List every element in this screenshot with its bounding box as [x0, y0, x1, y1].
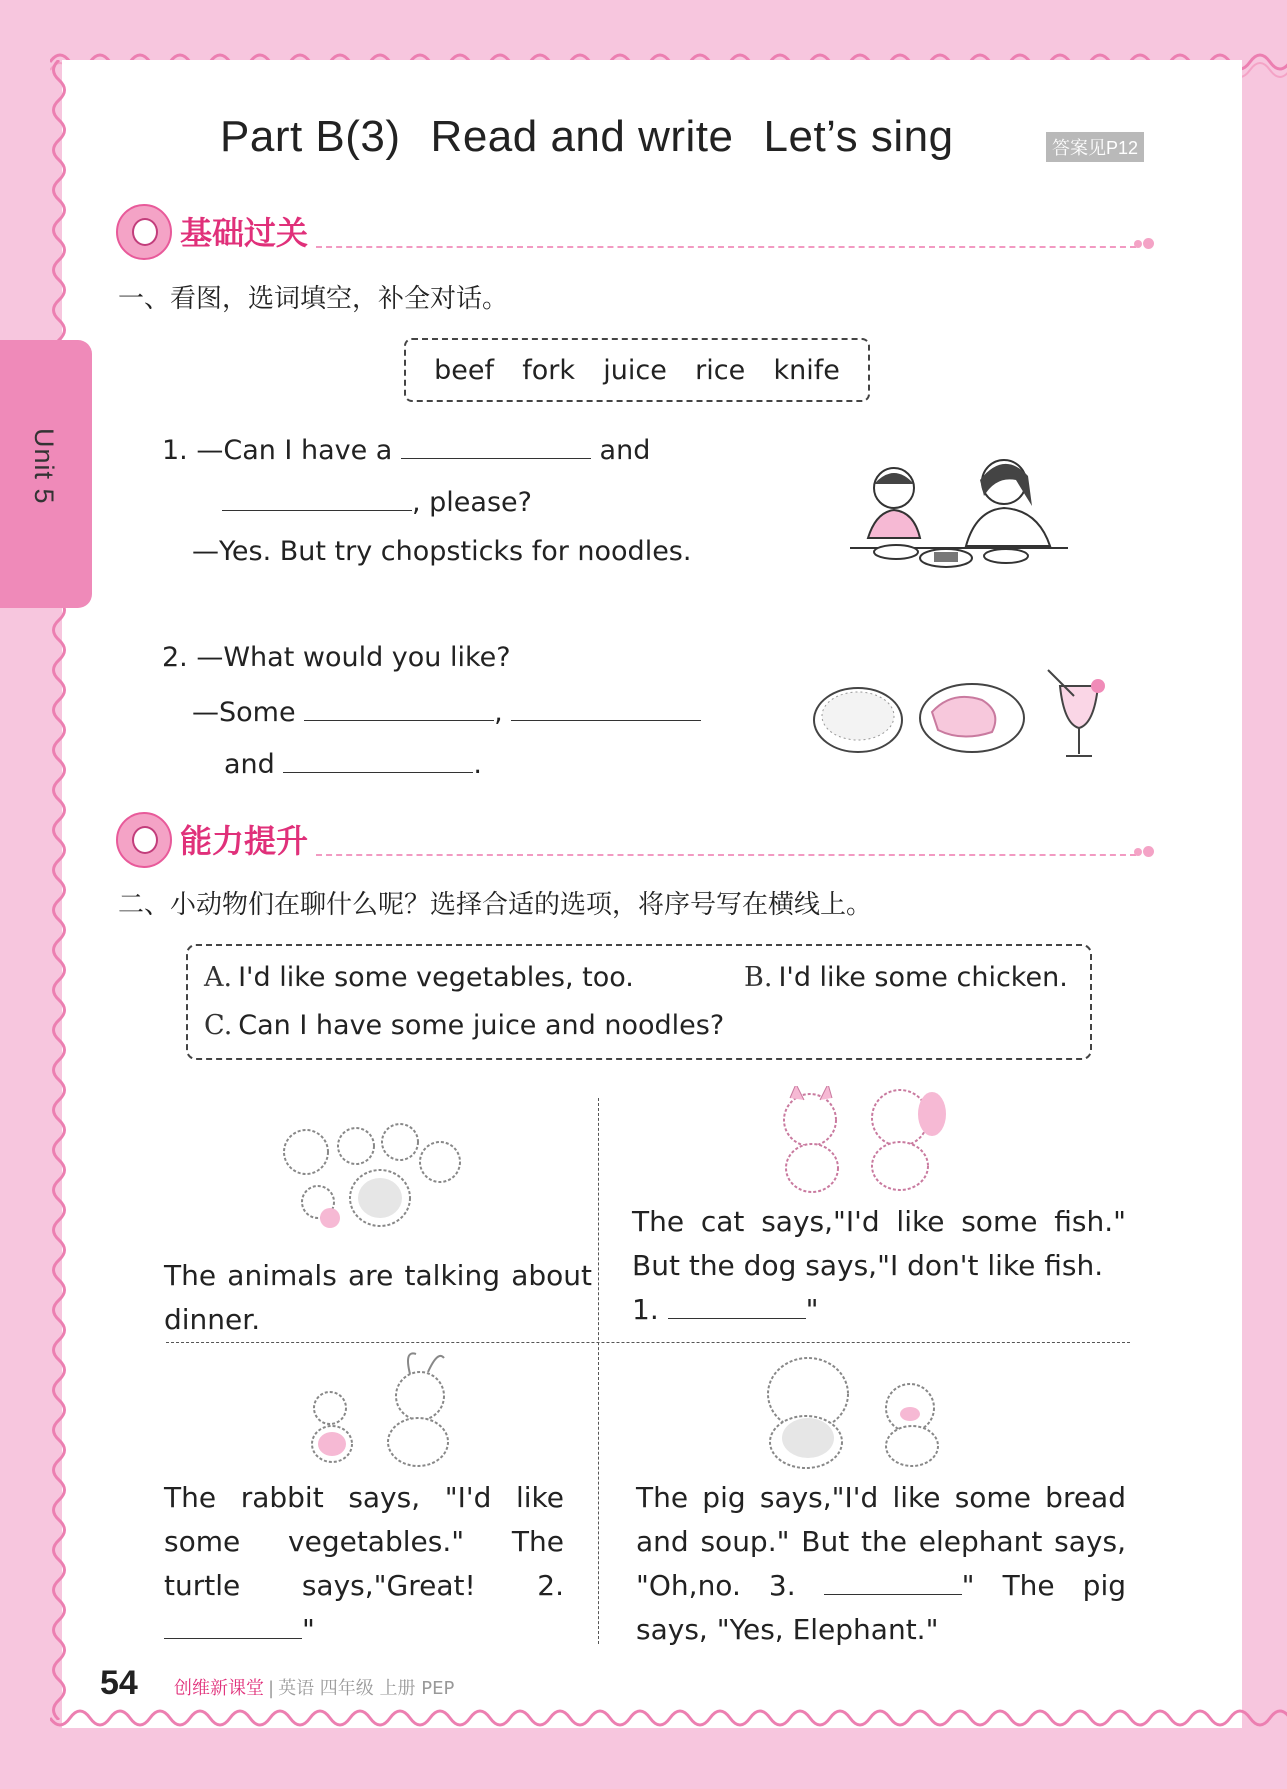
word-bank-item: rice — [695, 354, 746, 386]
answer-reference-badge: 答案见P12 — [1046, 132, 1144, 162]
heading-dots-icon — [1134, 238, 1156, 254]
answer-blank[interactable] — [164, 1612, 302, 1639]
title-main: Read and write — [430, 112, 734, 161]
q2-line1: 2. —What would you like? — [162, 642, 511, 673]
heading-dashed-line — [316, 246, 1136, 248]
cell3-text — [164, 1476, 564, 1652]
section-heading-label: 基础过关 — [180, 214, 309, 252]
pig-elephant-illustration — [748, 1350, 976, 1470]
footer-subject: 英语 四年级 上册 PEP — [278, 1678, 455, 1699]
page-title — [220, 112, 954, 162]
section-heading-advanced — [116, 808, 1156, 868]
q2-line3 — [224, 746, 482, 780]
footer-info — [174, 1674, 454, 1700]
student-face-icon — [116, 204, 172, 260]
q2-text: . — [473, 749, 482, 780]
q2-text: and — [224, 749, 275, 780]
unit-tab-label: Unit 5 — [29, 428, 59, 505]
cell3-story: The rabbit says, "I'd like some vegetables." The turtle says,"Great! 2. — [164, 1481, 564, 1602]
option-c — [204, 1010, 724, 1041]
answer-blank[interactable] — [304, 694, 494, 721]
word-bank-item: juice — [603, 354, 667, 386]
word-bank — [404, 338, 870, 402]
dining-children-illustration — [846, 446, 1072, 576]
cell1-text: The animals are talking about dinner. — [164, 1259, 592, 1336]
word-bank-item: beef — [434, 354, 494, 386]
answer-blank[interactable] — [222, 484, 412, 511]
word-bank-item: fork — [522, 354, 576, 386]
q2-text: , — [494, 697, 503, 728]
option-text: I'd like some vegetables, too. — [238, 962, 634, 993]
options-box — [186, 944, 1092, 1060]
answer-blank[interactable] — [401, 432, 591, 459]
option-b — [744, 962, 1068, 993]
page-number: 54 — [100, 1664, 138, 1702]
option-text: I'd like some chicken. — [778, 962, 1068, 993]
option-key: B. — [744, 962, 773, 993]
q1-text: , please? — [412, 487, 532, 518]
q1-line2 — [222, 484, 532, 518]
option-key: A. — [204, 962, 233, 993]
answer-blank[interactable] — [511, 694, 701, 721]
footer-brand: 创维新课堂 — [174, 1678, 264, 1699]
q1-line3: —Yes. But try chopsticks for noodles. — [192, 536, 692, 567]
answer-blank[interactable] — [824, 1568, 962, 1595]
rabbit-turtle-illustration — [300, 1350, 470, 1470]
option-key: C. — [204, 1010, 233, 1041]
cell4-story-end: " The pig says, "Yes, Elephant." — [636, 1569, 1127, 1646]
animals-dinner-illustration — [270, 1102, 470, 1232]
word-bank-item: knife — [773, 354, 840, 386]
left-wave-border — [46, 60, 72, 1720]
cell2-story: The cat says,"I'd like some fish." But the dog says,"I don't like fish. — [632, 1205, 1126, 1282]
section-heading-basic — [116, 200, 1156, 260]
instruction-2: 二、小动物们在聊什么呢？选择合适的选项，将序号写在横线上。 — [118, 890, 873, 920]
grid-vertical-divider — [598, 1098, 599, 1644]
answer-blank[interactable] — [668, 1292, 806, 1319]
option-a — [204, 962, 634, 993]
cell4-text — [636, 1476, 1126, 1652]
unit-tab — [0, 340, 92, 608]
cell2-number: 1. — [632, 1293, 659, 1326]
cell2-text — [632, 1200, 1126, 1332]
q1-line1 — [162, 432, 650, 466]
footer-separator: | — [268, 1678, 275, 1699]
title-song: Let’s sing — [763, 112, 954, 161]
cell4-story: The pig says,"I'd like some bread and soup." But the elephant says, "Oh,no. 3. — [636, 1481, 1126, 1602]
cat-dog-illustration — [760, 1086, 960, 1196]
answer-blank[interactable] — [283, 746, 473, 773]
heading-dots-icon — [1134, 846, 1156, 862]
option-text: Can I have some juice and noodles? — [238, 1010, 725, 1041]
bottom-wave-border — [50, 1706, 1287, 1742]
title-part: Part B(3) — [220, 112, 401, 161]
heading-dashed-line — [316, 854, 1136, 856]
food-illustration — [812, 666, 1112, 766]
q2-line2 — [192, 694, 701, 728]
section-heading-label: 能力提升 — [180, 822, 309, 860]
q1-text: and — [599, 435, 651, 466]
q1-text: 1. —Can I have a — [162, 435, 393, 466]
instruction-1: 一、看图，选词填空，补全对话。 — [118, 284, 509, 314]
cell3-quote: " — [302, 1613, 315, 1646]
student-face-icon — [116, 812, 172, 868]
grid-horizontal-divider — [166, 1342, 1130, 1343]
q2-text: —Some — [192, 697, 296, 728]
cell2-quote: " — [805, 1293, 819, 1326]
